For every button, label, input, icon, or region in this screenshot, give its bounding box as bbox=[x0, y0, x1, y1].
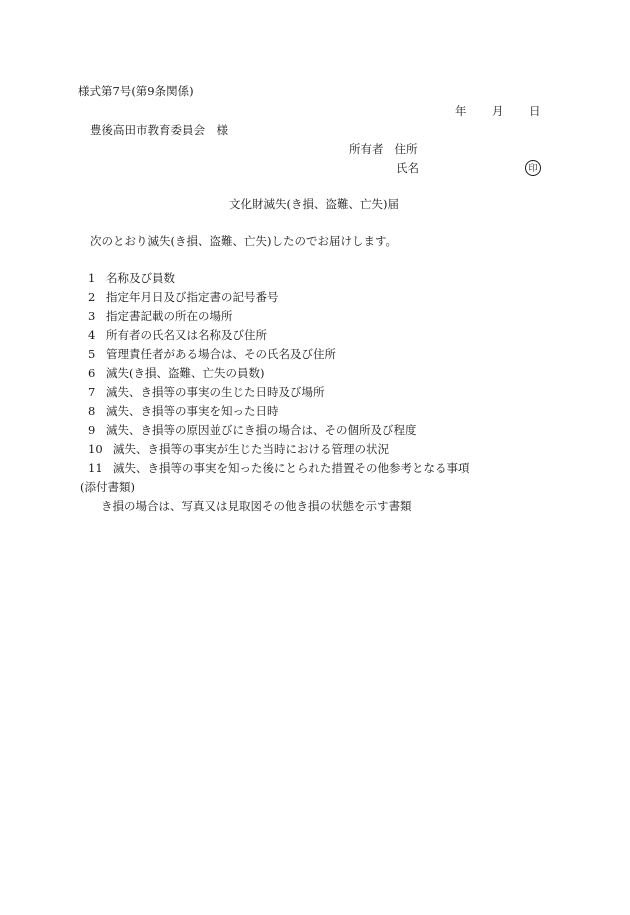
item-number: 5 bbox=[88, 347, 96, 361]
item-text: 滅失、き損等の原因並びにき損の場合は、その個所及び程度 bbox=[106, 423, 417, 437]
item-text: 滅失(き損、盗難、亡失の員数) bbox=[106, 366, 265, 380]
item-number: 2 bbox=[88, 290, 96, 304]
date-day-label: 日 bbox=[529, 104, 541, 118]
intro-text: 次のとおり滅失(き損、盗難、亡失)したのでお届けします。 bbox=[90, 234, 398, 248]
item-text: 指定年月日及び指定書の記号番号 bbox=[106, 290, 279, 304]
item-text: 名称及び員数 bbox=[106, 271, 175, 285]
form-number: 様式第7号(第9条関係) bbox=[78, 84, 194, 98]
item-number: 3 bbox=[88, 309, 96, 323]
owner-address-line bbox=[349, 144, 418, 156]
item-text: 滅失、き損等の事実が生じた当時における管理の状況 bbox=[113, 442, 389, 456]
date-month-label: 月 bbox=[492, 104, 504, 118]
seal-mark-icon: 印 bbox=[525, 160, 541, 176]
attachments-label: (添付書類) bbox=[80, 480, 135, 494]
item-text: 滅失、き損等の事実を知った後にとられた措置その他参考となる事項 bbox=[113, 461, 470, 475]
list-item bbox=[88, 463, 470, 482]
document-title: 文化財滅失(き損、盗難、亡失)届 bbox=[229, 197, 399, 211]
owner-name-label: 氏名 bbox=[396, 161, 419, 175]
owner-role-label: 所有者 bbox=[349, 142, 384, 156]
owner-address-label: 住所 bbox=[394, 142, 418, 156]
item-number: 9 bbox=[88, 423, 96, 437]
item-number: 1 bbox=[88, 271, 96, 285]
item-text: 管理責任者がある場合は、その氏名及び住所 bbox=[106, 347, 336, 361]
attachments-text: き損の場合は、写真又は見取図その他き損の状態を示す書類 bbox=[101, 499, 412, 513]
item-number: 11 bbox=[88, 461, 103, 475]
item-text: 所有者の氏名又は名称及び住所 bbox=[106, 328, 267, 342]
item-list bbox=[88, 273, 470, 482]
date-year-label: 年 bbox=[455, 104, 467, 118]
owner-name-line bbox=[396, 163, 419, 175]
addressee: 豊後高田市教育委員会 様 bbox=[90, 123, 228, 137]
item-text: 指定書記載の所在の場所 bbox=[106, 309, 233, 323]
item-text: 滅失、き損等の事実の生じた日時及び場所 bbox=[106, 385, 325, 399]
item-number: 8 bbox=[88, 404, 96, 418]
item-number: 4 bbox=[88, 328, 96, 342]
item-number: 6 bbox=[88, 366, 96, 380]
item-number: 10 bbox=[88, 442, 103, 456]
item-text: 滅失、き損等の事実を知った日時 bbox=[106, 404, 279, 418]
item-number: 7 bbox=[88, 385, 96, 399]
